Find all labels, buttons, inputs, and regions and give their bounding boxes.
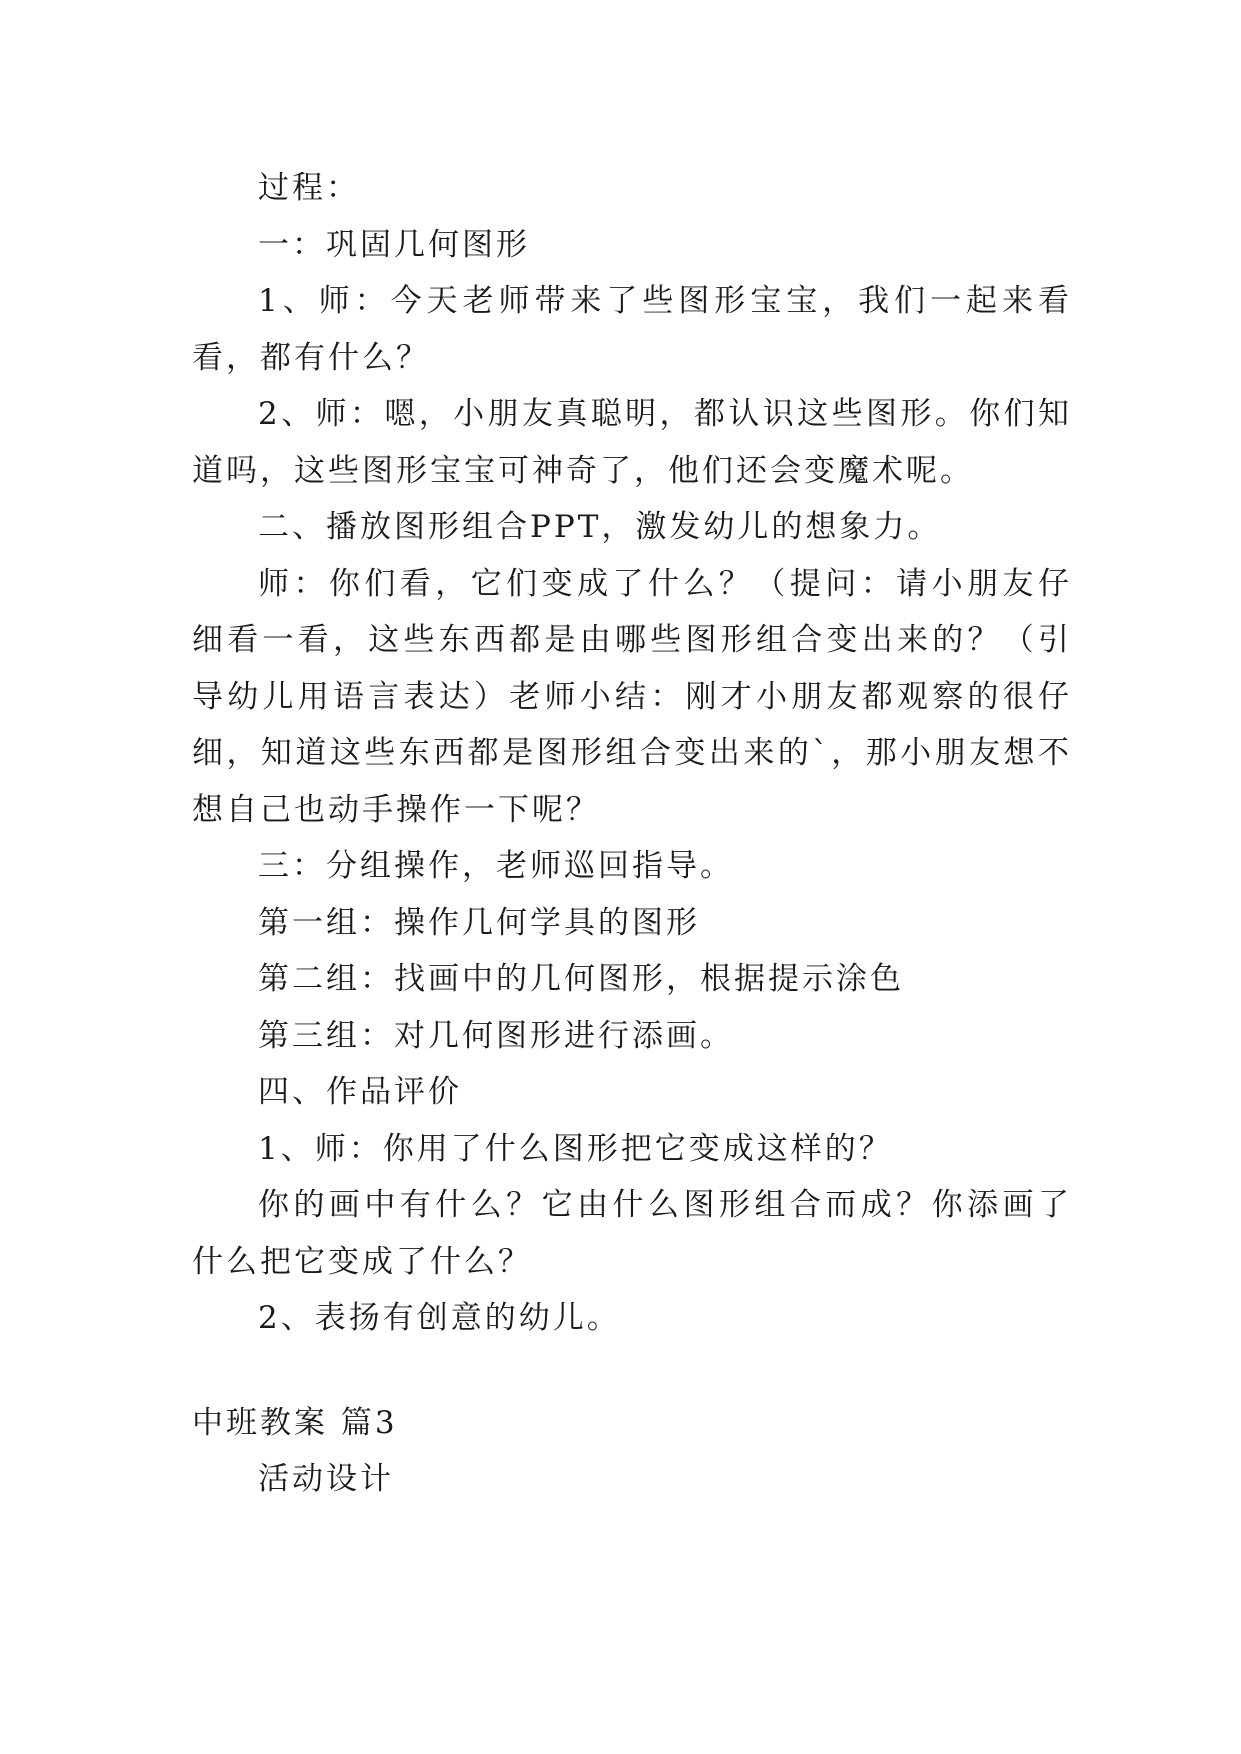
paragraph: 二、播放图形组合PPT，激发幼儿的想象力。: [258, 509, 942, 545]
document-body: [192, 160, 1072, 1508]
paragraph: 第二组：找画中的几何图形，根据提示涂色: [258, 961, 904, 997]
paragraph: 三：分组操作，老师巡回指导。: [258, 848, 734, 884]
paragraph: 第一组：操作几何学具的图形: [258, 904, 700, 941]
paragraph: 四、作品评价: [258, 1074, 462, 1110]
paragraph: 过程：: [258, 170, 360, 206]
paragraph: 你的画中有什么？它由什么图形组合而成？你添画了什么把它变成了什么？: [192, 1187, 1072, 1280]
paragraph: 1、师：你用了什么图形把它变成这样的？: [258, 1130, 893, 1167]
paragraph: 活动设计: [258, 1461, 394, 1497]
section-spacer: [192, 1347, 1072, 1395]
paragraph: 1、师：今天老师带来了些图形宝宝，我们一起来看看，都有什么？: [192, 283, 1072, 376]
section-heading: 中班教案 篇3: [192, 1404, 398, 1441]
paragraph: 师：你们看，它们变成了什么？（提问：请小朋友仔细看一看，这些东西都是由哪些图形组合变出来的？（引导幼儿用语言表达）老师小结：刚才小朋友都观察的很仔细，知道这些东西都是图形组合变出来的`，那小朋友想不想自己也动手操作一下呢？: [192, 565, 1072, 828]
paragraph: 2、表扬有创意的幼儿。: [258, 1300, 621, 1336]
paragraph: 第三组：对几何图形进行添画。: [258, 1017, 734, 1054]
paragraph: 一：巩固几何图形: [258, 226, 530, 263]
paragraph: 2、师：嗯，小朋友真聪明，都认识这些图形。你们知道吗，这些图形宝宝可神奇了，他们还会变魔术呢。: [192, 396, 1072, 489]
